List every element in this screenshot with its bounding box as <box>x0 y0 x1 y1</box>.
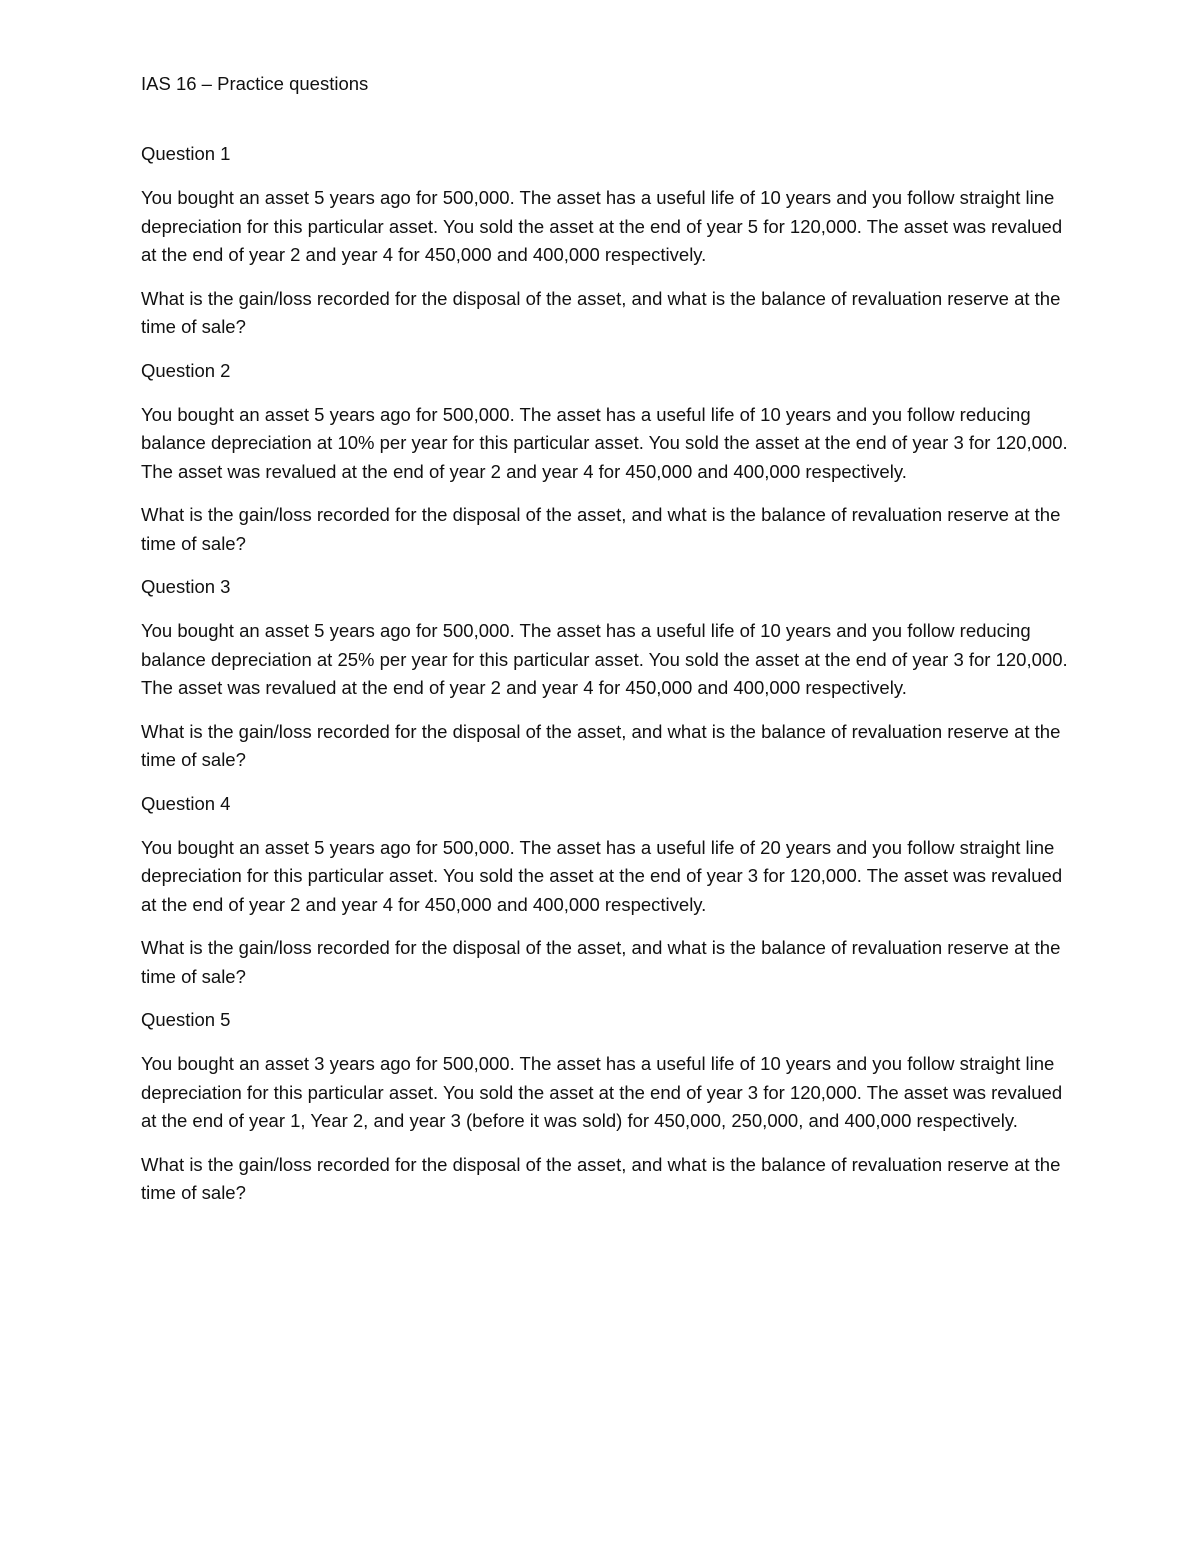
question-5 <box>141 1006 1071 1208</box>
document-title: IAS 16 – Practice questions <box>141 73 369 94</box>
question-body: You bought an asset 5 years ago for 500,000. The asset has a useful life of 20 years and you follow straight line depreciation for this particular asset. You sold the asset at the end of year 3 for 120,000. The asset was revalued at the end of year 2 and year 4 for 450,000 and 400,000 respectively. <box>141 836 1063 915</box>
question-ask: What is the gain/loss recorded for the disposal of the asset, and what is the balance of revaluation reserve at the time of sale? <box>141 287 1061 337</box>
question-ask: What is the gain/loss recorded for the disposal of the asset, and what is the balance of revaluation reserve at the time of sale? <box>141 504 1061 554</box>
question-2 <box>141 357 1071 559</box>
question-body: You bought an asset 3 years ago for 500,000. The asset has a useful life of 10 years and you follow straight line depreciation for this particular asset. You sold the asset at the end of year 3 for 120,000. The asset was revalued at the end of year 1, Year 2, and year 3 (before it was sold) for 450,000, 250,000, and 400,000 respectively. <box>141 1053 1063 1131</box>
question-body: You bought an asset 5 years ago for 500,000. The asset has a useful life of 10 years and you follow reducing balance depreciation at 25% per year for this particular asset. You sold the asset at the end of year 3 for 120,000. The asset was revalued at the end of year 2 and year 4 for 450,000 and 400,000 respectively. <box>141 620 1068 698</box>
question-1 <box>141 140 1071 342</box>
question-heading: Question 5 <box>141 1009 231 1030</box>
question-heading: Question 2 <box>141 359 231 381</box>
question-4 <box>141 790 1071 992</box>
question-ask: What is the gain/loss recorded for the disposal of the asset, and what is the balance of revaluation reserve at the time of sale? <box>141 1153 1061 1203</box>
question-body: You bought an asset 5 years ago for 500,000. The asset has a useful life of 10 years and you follow reducing balance depreciation at 10% per year for this particular asset. You sold the asset at the end of year 3 for 120,000. The asset was revalued at the end of year 2 and year 4 for 450,000 and 400,000 respectively. <box>141 403 1068 482</box>
question-body: You bought an asset 5 years ago for 500,000. The asset has a useful life of 10 years and you follow straight line depreciation for this particular asset. You sold the asset at the end of year 5 for 120,000. The asset was revalued at the end of year 2 and year 4 for 450,000 and 400,000 respectively. <box>141 187 1063 265</box>
question-heading: Question 4 <box>141 792 231 814</box>
question-heading: Question 1 <box>141 143 231 164</box>
question-3 <box>141 573 1071 775</box>
question-ask: What is the gain/loss recorded for the disposal of the asset, and what is the balance of revaluation reserve at the time of sale? <box>141 937 1061 987</box>
document-page <box>141 70 1071 1208</box>
question-ask: What is the gain/loss recorded for the disposal of the asset, and what is the balance of revaluation reserve at the time of sale? <box>141 720 1061 770</box>
question-heading: Question 3 <box>141 576 231 597</box>
